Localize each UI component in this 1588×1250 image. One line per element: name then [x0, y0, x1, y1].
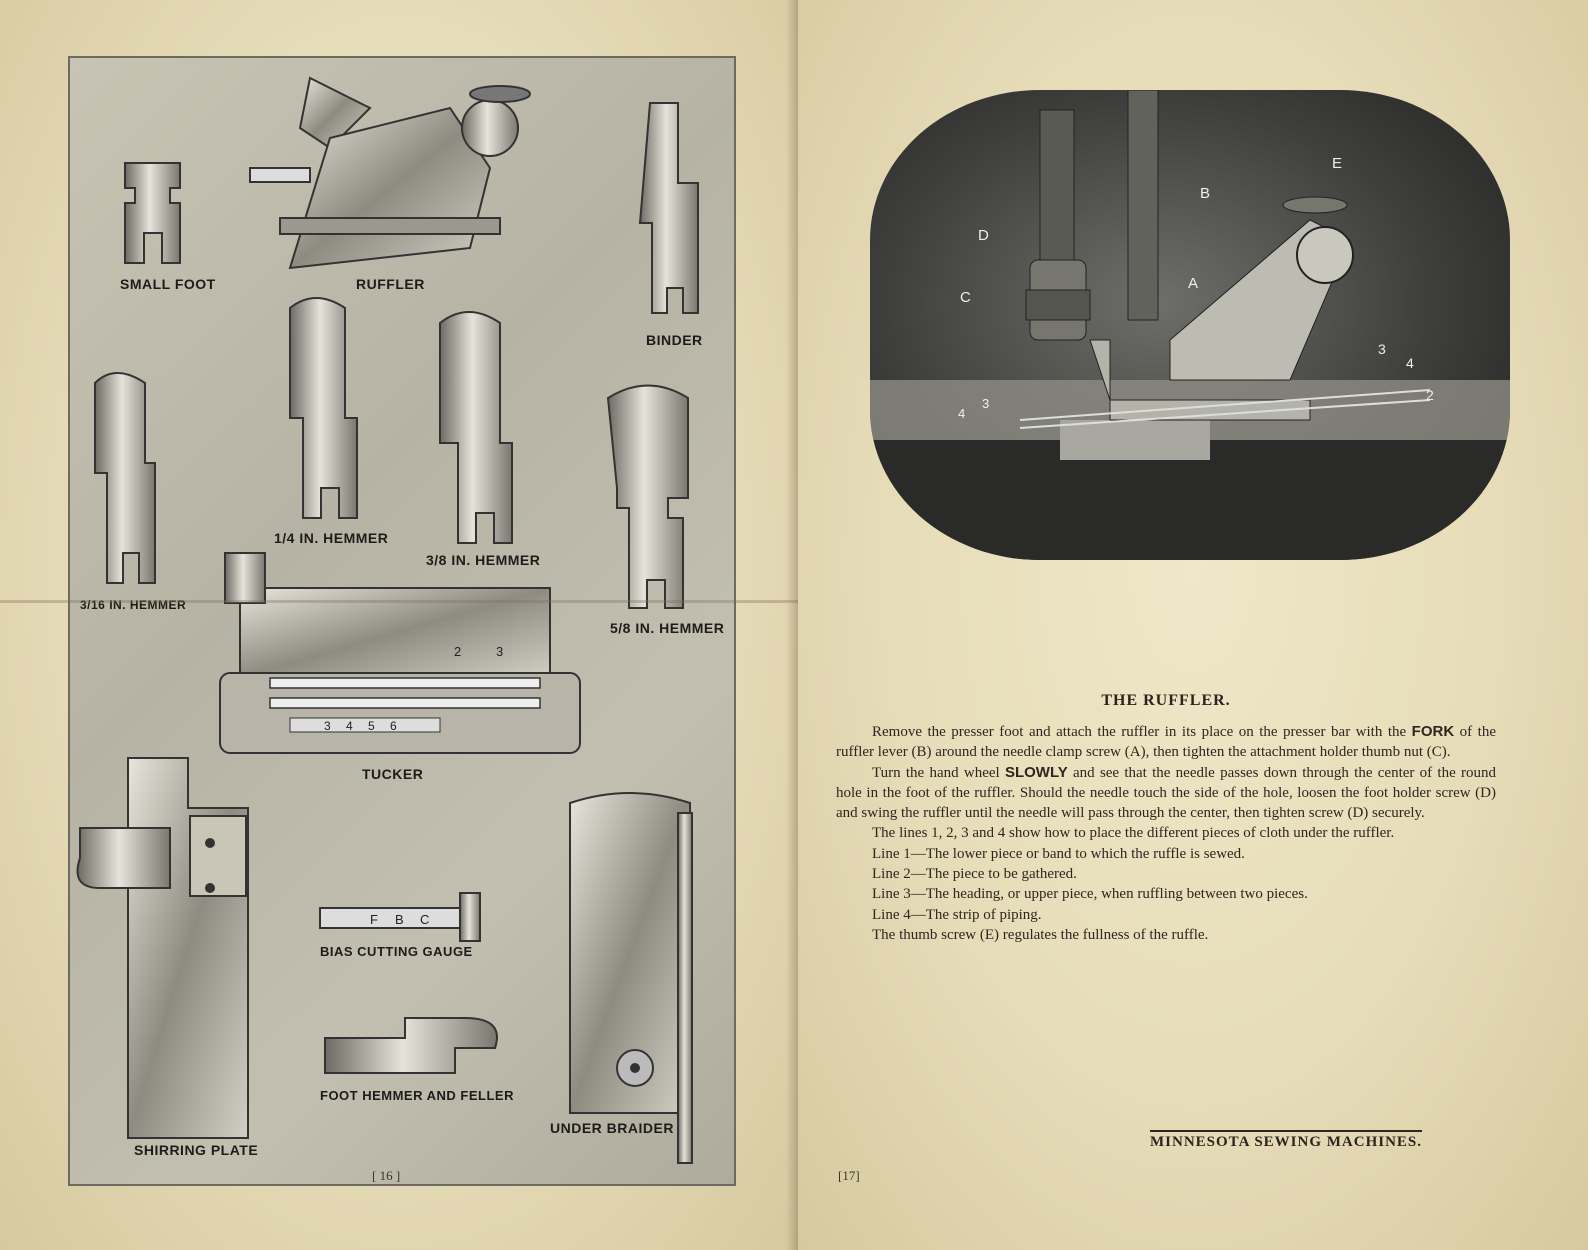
tucker-drawing — [220, 553, 580, 753]
foot-hemmer-feller-drawing — [325, 1018, 497, 1073]
caption-small-foot: SMALL FOOT — [120, 276, 216, 292]
photo-label: 3 — [982, 396, 990, 411]
tucker-scale-mark: 3 — [496, 644, 504, 659]
line-item-2: Line 2—The piece to be gathered. — [872, 866, 1077, 883]
caption-tucker: TUCKER — [362, 766, 424, 782]
bias-gauge-drawing — [320, 893, 480, 941]
brand-footer: MINNESOTA SEWING MACHINES. — [1150, 1130, 1422, 1151]
hemmer-three-sixteenths-drawing — [95, 373, 155, 583]
photo-label: D — [978, 227, 989, 244]
small-foot-drawing — [125, 163, 180, 263]
photo-label: C — [960, 289, 971, 306]
text-span: Remove the presser foot and attach the ruffler in its place on the presser bar with the — [872, 724, 1412, 740]
caption-hemmer-quarter: 1/4 IN. HEMMER — [274, 530, 389, 546]
gauge-letter: F — [370, 912, 378, 927]
caption-ruffler: RUFFLER — [356, 276, 425, 292]
photo-label: E — [1332, 155, 1343, 172]
page-fold — [0, 600, 798, 603]
photo-label: A — [1188, 275, 1199, 292]
line-item-4: Line 4—The strip of piping. — [872, 906, 1042, 923]
binder-drawing — [640, 103, 698, 313]
line-item-1: Line 1—The lower piece or band to which the ruffle is sewed. — [872, 845, 1245, 862]
tucker-scale-mark: 2 — [454, 644, 462, 659]
caption-bias-cutting-gauge: BIAS CUTTING GAUGE — [320, 944, 473, 959]
paragraph-thumb-screw: The thumb screw (E) regulates the fullness of the ruffle. — [872, 926, 1209, 943]
photo-label: B — [1200, 185, 1211, 202]
ruffler-drawing — [250, 78, 530, 268]
photo-label: 4 — [958, 406, 966, 421]
text-span: Turn the hand wheel — [872, 764, 1005, 781]
caption-hemmer-three-eighths: 3/8 IN. HEMMER — [426, 552, 541, 568]
line-item-3: Line 3—The heading, or upper piece, when ruffling between two pieces. — [872, 886, 1308, 903]
caption-under-braider: UNDER BRAIDER — [550, 1120, 674, 1136]
caption-hemmer-three-sixteenths: 3/16 IN. HEMMER — [80, 598, 187, 612]
caption-hemmer-five-eighths: 5/8 IN. HEMMER — [610, 620, 725, 636]
photo-label: 2 — [1426, 387, 1434, 403]
gauge-letter: B — [395, 912, 404, 927]
left-page-number: [ 16 ] — [372, 1168, 401, 1183]
ruffler-photo-illustration — [870, 90, 1510, 560]
paragraph-lines: The lines 1, 2, 3 and 4 show how to place the different pieces of cloth under the ruffler. — [872, 825, 1395, 842]
shirring-plate-drawing — [78, 758, 249, 1138]
attachments-plate — [68, 56, 736, 1186]
right-page-number: [17] — [838, 1168, 860, 1183]
tucker-scale-mark: 6 — [390, 719, 397, 733]
hemmer-three-eighths-drawing — [440, 312, 512, 543]
photo-label: 3 — [1378, 341, 1386, 357]
caption-foot-hemmer-feller: FOOT HEMMER AND FELLER — [320, 1088, 514, 1103]
paragraph-hand-wheel — [836, 763, 1496, 824]
tucker-scale-mark: 5 — [368, 719, 375, 733]
under-braider-drawing — [570, 793, 692, 1163]
gauge-letter: C — [420, 912, 430, 927]
section-heading: THE RUFFLER. — [1101, 692, 1231, 709]
text-span: of the ruffler lever (B) around the needle clamp screw (A), then tighten the attachment holder thumb nut (C). — [836, 724, 1496, 761]
caption-shirring-plate: SHIRRING PLATE — [134, 1142, 259, 1158]
caption-binder: BINDER — [646, 332, 703, 348]
emphasis-slowly: SLOWLY — [1004, 763, 1068, 781]
tucker-scale-mark: 4 — [346, 719, 353, 733]
emphasis-fork: FORK — [1411, 723, 1455, 740]
text-span: and see that the needle passes down through the center of the round hole in the foot of the ruffler. Should the needle touch the side of the hole, loosen the foot holder screw (D) and swing the ruffler until the needle will pass through the center, then tighten screw (D) securely. — [836, 764, 1496, 822]
hemmer-five-eighths-drawing — [608, 386, 688, 609]
hemmer-quarter-drawing — [290, 298, 357, 518]
tucker-scale-mark: 3 — [324, 719, 331, 733]
ruffler-photo — [870, 90, 1510, 560]
instructions-text — [836, 722, 1496, 945]
photo-label: 4 — [1406, 355, 1414, 371]
paragraph-attach — [836, 722, 1496, 763]
